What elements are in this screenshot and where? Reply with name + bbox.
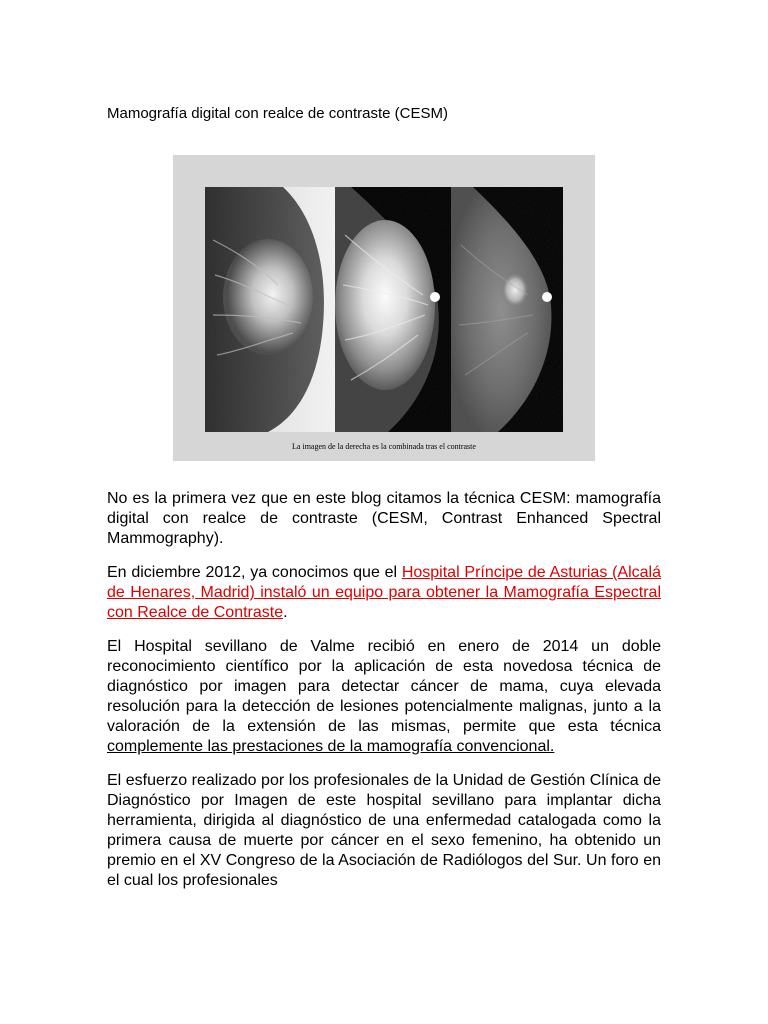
hospital-principe-link[interactable]: Hospital Príncipe de Asturias (Alcalá de Henares, Madrid) instaló un equipo para obtener la Mamografía Espectral con Realce de Contraste: [107, 564, 661, 621]
paragraph-text: En diciembre 2012, ya conocimos que el: [107, 564, 402, 581]
paragraph-hospital-valme: [107, 637, 661, 757]
paragraph-intro: No es la primera vez que en este blog citamos la técnica CESM: mamografía digital con realce de contraste (CESM, Contrast Enhanced Spectral Mammography).: [107, 490, 661, 547]
contrast-enhanced-mammogram: [451, 187, 563, 432]
conventional-mammogram: [205, 187, 335, 432]
mammography-figure: [173, 155, 595, 461]
paragraph-award: El esfuerzo realizado por los profesionales de la Unidad de Gestión Clínica de Diagnóstico por Imagen de este hospital sevillano para implantar dicha herramienta, dirigida al diagnóstico de una enfermedad catalogada como la primera causa de muerte por cáncer en el sexo femenino, ha obtenido un premio en el XV Congreso de la Asociación de Radiólogos del Sur. Un foro en el cual los profesionales: [107, 772, 661, 889]
paragraph-hospital-principe: [107, 563, 661, 623]
document-title: Mamografía digital con realce de contraste (CESM): [107, 105, 448, 122]
mammography-images: [173, 155, 595, 461]
figure-caption: La imagen de la derecha es la combinada tras el contraste: [292, 442, 476, 451]
article-body: [107, 489, 661, 905]
low-energy-mammogram: [335, 187, 451, 432]
underlined-phrase: complemente las prestaciones de la mamografía convencional.: [107, 738, 555, 755]
paragraph-end: .: [283, 604, 288, 621]
paragraph-text: El Hospital sevillano de Valme recibió en enero de 2014 un doble reconocimiento científico por la aplicación de esta novedosa técnica de diagnóstico por imagen para detectar cáncer de mama, cuya elevada resolución para la detección de lesiones potencialmente malignas, junto a la valoración de la extensión de las mismas, permite que esta técnica: [107, 638, 661, 735]
